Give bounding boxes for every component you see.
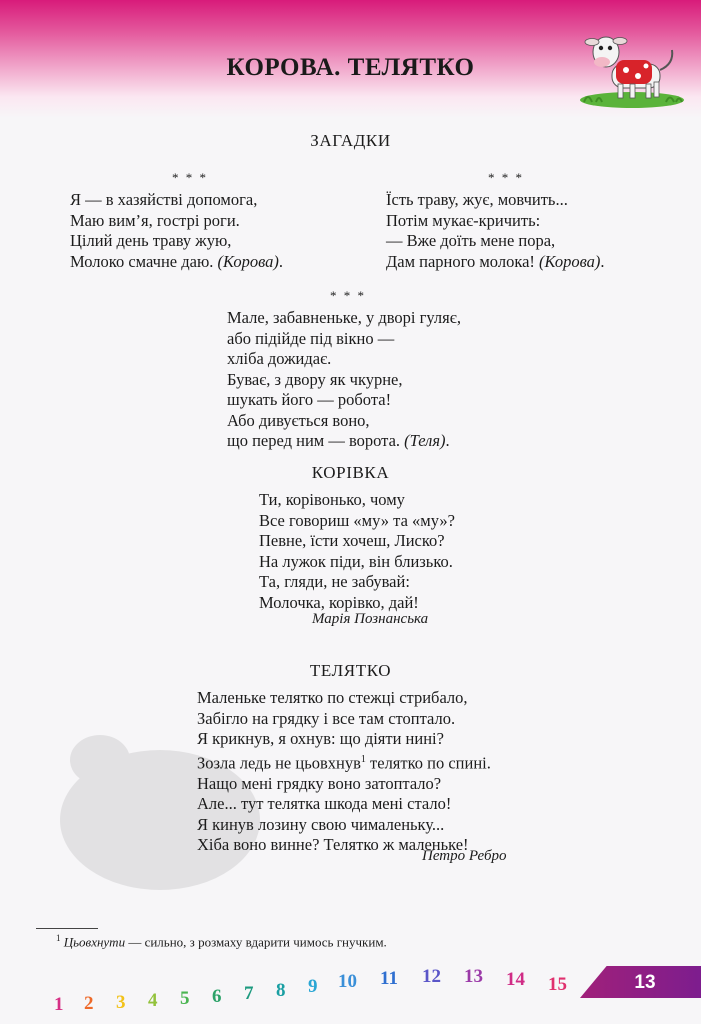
footer-number: 13: [464, 966, 483, 987]
footer-number: 12: [422, 966, 441, 987]
poem-line: Я крикнув, я охнув: що діяти нині?: [197, 729, 444, 748]
footnote: [56, 933, 387, 950]
poem-line: Їсть траву, жує, мовчить...: [386, 190, 568, 209]
poem-line: Нащо мені грядку воно затоптало?: [197, 773, 442, 793]
footer-number-strip: [50, 961, 590, 1017]
footnote-text: — сильно, з розмаху вдарити чимось гнучким.: [125, 934, 387, 950]
poem-line: Я кинув лозину свою чималеньку...: [197, 814, 445, 834]
poem-line: — Вже доїть мене пора,: [386, 231, 556, 250]
poem-line-text: телятко по спині.: [365, 753, 491, 772]
poem-line: [70, 252, 283, 273]
korivka-heading: КОРІВКА: [311, 463, 390, 482]
footer-number: 3: [116, 992, 126, 1013]
poem-line: шукать його — робота!: [227, 390, 392, 409]
poem-line-end: .: [445, 431, 450, 450]
poem-line: Забігло на грядку і все там стоптало.: [197, 708, 456, 728]
poem-line: Ти, корівонько, чому: [259, 490, 405, 509]
footer-number: 2: [84, 993, 94, 1014]
poem-line: На лужок піди, він близько.: [259, 551, 453, 571]
poem-line: Та, гляди, не забувай:: [259, 572, 410, 591]
poem-line: Буває, з двору як чкурне,: [227, 369, 403, 389]
poem-line: Але... тут телятка шкода мені стало!: [197, 794, 452, 813]
poem-line: Все говориш «му» та «му»?: [259, 510, 455, 530]
riddle-answer: (Корова): [539, 251, 601, 271]
poem-line: [197, 750, 491, 774]
poem-line: Я — в хазяйстві допомога,: [70, 190, 258, 209]
page-number: 13: [634, 972, 656, 993]
korivka-author: Марія Познанська: [312, 611, 429, 627]
riddle3-separator: * * *: [330, 288, 366, 303]
riddle-answer: (Корова): [217, 251, 279, 271]
footer-number: 8: [276, 980, 286, 1001]
poem-line: Хіба воно винне? Телятко ж маленьке!: [197, 835, 469, 854]
poem-line: Певне, їсти хочеш, Лиско?: [259, 531, 445, 550]
page-title: КОРОВА. ТЕЛЯТКО: [226, 54, 475, 81]
footer-number: 11: [380, 968, 398, 989]
footnote-term: Цьовхнути: [63, 934, 126, 950]
riddles-heading: ЗАГАДКИ: [310, 131, 391, 150]
footnote-marker: 1: [56, 933, 61, 943]
riddle-answer: (Теля): [404, 431, 446, 450]
footer-number: 7: [244, 983, 254, 1004]
korivka-poem: [259, 490, 455, 613]
poem-line-end: .: [600, 251, 605, 271]
riddle2-separator: * * *: [488, 170, 524, 185]
poem-line: Маленьке телятко по стежці стрибало,: [197, 688, 468, 707]
footer-number: 5: [180, 988, 190, 1009]
footer-number: 6: [212, 986, 222, 1007]
poem-line-text: Зозла ледь не цьовхнув: [197, 753, 361, 772]
poem-line: або підійде під вікно —: [227, 328, 395, 348]
poem-line: Маю вим’я, гострі роги.: [70, 210, 240, 230]
riddle1-separator: * * *: [172, 170, 208, 185]
teliatko-author: Петро Ребро: [422, 848, 507, 864]
poem-line: хліба дожидає.: [227, 349, 332, 368]
footer-number: 9: [308, 976, 318, 997]
poem-line: Мале, забавненьке, у дворі гуляє,: [227, 308, 461, 327]
footer-number: 1: [54, 994, 64, 1015]
footnote-ref: 1: [360, 753, 366, 765]
poem-line-text: Молоко смачне даю.: [70, 251, 218, 271]
poem-line-text: що перед ним — ворота.: [227, 431, 405, 450]
poem-line: Молочка, корівко, дай!: [259, 592, 419, 612]
footer-number: 14: [506, 969, 525, 990]
teliatko-heading: ТЕЛЯТКО: [309, 661, 392, 680]
poem-line: [227, 431, 461, 452]
footnote-rule: [36, 928, 98, 929]
poem-line-end: .: [278, 251, 284, 271]
footer-number: 15: [548, 974, 567, 995]
riddle-1: [70, 190, 283, 272]
teliatko-poem: [197, 688, 491, 856]
footer-number: 10: [338, 971, 357, 992]
riddle-3: [227, 308, 461, 452]
poem-line-text: Дам парного молока!: [386, 251, 540, 271]
riddle-2: [386, 190, 605, 272]
footer-number: 4: [148, 990, 158, 1011]
poem-line: [386, 252, 605, 273]
poem-line: Потім мукає-кричить:: [386, 210, 541, 230]
poem-line: Або дивується воно,: [227, 410, 370, 430]
calf-icon: [576, 26, 688, 108]
poem-line: Цілий день траву жую,: [70, 231, 232, 250]
